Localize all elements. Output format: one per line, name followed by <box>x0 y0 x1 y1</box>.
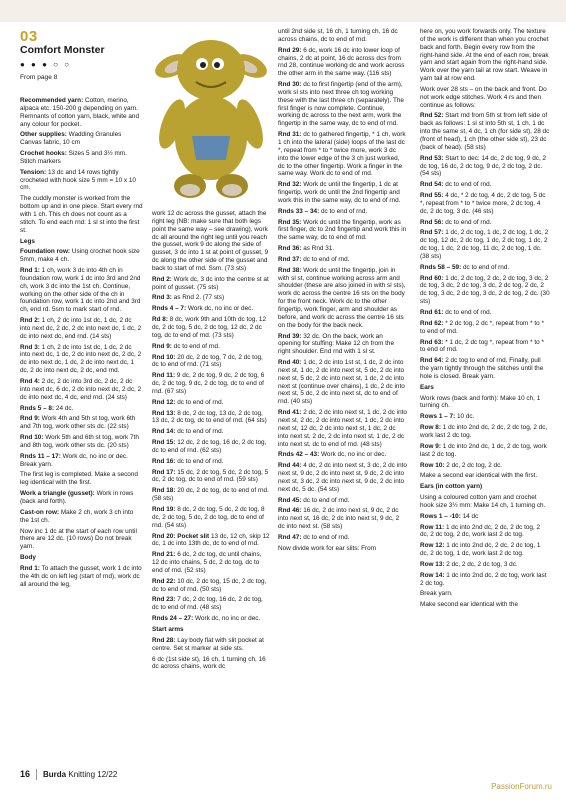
paragraph-text: 1 dc into 2nd dc, 2 dc, 2 dc tog, 2 dc, work last 2 dc tog. <box>420 424 548 439</box>
paragraph <box>278 333 407 357</box>
paragraph-heading: Rnd 9: <box>152 342 172 350</box>
paragraph-heading: Rnd 64: <box>420 357 444 365</box>
paragraph <box>420 28 550 83</box>
paragraph-text: 12 dc, 2 dc tog, 16 dc, 2 dc tog, dc to end of rnd. (62 sts) <box>152 439 267 454</box>
paragraph <box>420 472 550 480</box>
paragraph-heading: Rnds 5 – 8: <box>20 404 55 412</box>
paragraph <box>278 359 407 406</box>
paragraph <box>152 578 270 594</box>
paragraph-text: 6 dc, 2 dc tog, dc until chains, 12 dc into chains, 5 dc, 2 dc tog, dc to end of rnd. (52 sts) <box>152 551 262 574</box>
paragraph <box>20 97 143 128</box>
paragraph <box>152 637 270 653</box>
paragraph-heading: Rnd 53: <box>420 154 444 162</box>
paragraph-heading: Ears <box>420 383 434 391</box>
paragraph <box>152 276 270 292</box>
paragraph <box>152 316 270 340</box>
paragraph <box>420 572 550 588</box>
column-2 <box>152 210 270 674</box>
top-bar <box>0 0 566 22</box>
paragraph <box>152 533 270 549</box>
paragraph <box>420 112 550 151</box>
paragraph-heading: Rnd 22: <box>152 577 176 585</box>
paragraph-heading: Rnd 17: <box>152 468 176 476</box>
paragraph <box>420 86 550 110</box>
paragraph-heading: Rnds 4 – 7: <box>152 305 187 313</box>
paragraph <box>152 294 270 302</box>
page-number: 16 <box>20 769 31 779</box>
paragraph-heading: Row 14: <box>420 571 445 579</box>
paragraph-text: Work 4th and 5th st tog, work 6th and 7th tog, work other sts dc. (22 sts) <box>20 415 136 431</box>
paragraph-text: Cotton, merino, alpaca etc. 150-200 g depending on yarn. Remnants of cotton yarn, black, white and any colour for pocket. <box>20 97 140 128</box>
paragraph-text: * 1 dc, 2 dc tog *, repeat from * to * to end of rnd. <box>420 338 544 354</box>
paragraph <box>420 494 550 510</box>
paragraph-text: 15 dc, 2 dc tog, 5 dc, 2 dc tog, 5 dc, 2 dc tog, dc to end of rnd. (59 sts) <box>152 468 269 484</box>
paragraph <box>152 551 270 575</box>
paragraph-text: as Rnd 2. (77 sts) <box>173 294 225 302</box>
paragraph-heading: Rnd 10: <box>20 434 44 442</box>
paragraph-text: The first leg is completed. Make a second leg identical with the first. <box>20 471 138 487</box>
paragraph <box>420 424 550 440</box>
monster-photo <box>152 28 270 208</box>
paragraph-text: dc to end of rnd. <box>320 207 368 215</box>
paragraph-heading: Rnd 32: <box>278 181 302 189</box>
paragraph <box>278 507 407 531</box>
paragraph-heading: Rnd 3: <box>152 294 172 302</box>
paragraph-text: Work dc until the fingertip, join in with sl st, continue working across arm and shoulder (these are also joined in with sl sts), work dc across the centre 16 sts on the body for the front neck. Work dc to the other fingertip, work finger, arm and shoulder as before, and work dc across the centre 16 sts on the body for the back neck. <box>278 266 406 329</box>
paragraph-heading: Crochet hooks: <box>20 150 67 158</box>
paragraph <box>420 384 550 392</box>
paragraph-text: 6 dc (1st side st), 16 ch, 1 turning ch, 16 dc across chains, work dc <box>152 655 266 671</box>
paragraph-text: dc to end of rnd. <box>177 398 224 406</box>
paragraph <box>152 210 270 273</box>
watermark: PassionForum.ru <box>491 782 552 791</box>
paragraph-heading: Rnd 4: <box>20 378 40 385</box>
paragraph <box>420 462 550 470</box>
paragraph <box>278 81 407 128</box>
paragraph-heading: Rnd 20: Pocket slit <box>152 532 210 540</box>
paragraph-text: 1 dc into 2nd dc, 2 dc, 2 dc tog, 2 dc, 2 dc tog, 2 dc, work last 2 dc tog. <box>420 523 541 539</box>
paragraph <box>20 509 143 525</box>
paragraph <box>152 410 270 426</box>
paragraph-heading: Rnd 47: <box>278 533 302 541</box>
paragraph-heading: Rnds 11 – 17: <box>20 452 61 460</box>
paragraph <box>420 320 550 336</box>
paragraph-text: 1 dc, 2 dc tog, 2 dc, 2 dc tog, 3 dc, 2 dc tog, 3 dc, 2 dc tog, 3 dc, 2 dc tog, 2 dc, 2 dc tog, 3 dc, 2 dc tog, 3 dc, 2 dc tog, 2 dc. (30 sts) <box>420 274 550 306</box>
paragraph <box>420 590 550 598</box>
paragraph <box>278 256 407 264</box>
paragraph-heading: Rnd 21: <box>152 551 176 559</box>
paragraph <box>152 656 270 672</box>
magazine-name: Burda <box>43 770 67 779</box>
magazine-issue: Knitting 12/22 <box>66 770 118 779</box>
paragraph <box>20 405 143 413</box>
paragraph-text: Make second ear identical with the <box>420 601 519 609</box>
paragraph-text: until 2nd side st, 16 ch, 1 turning ch, 16 dc across chains, dc to end of rnd. <box>278 28 398 43</box>
paragraph-heading: Rd 8: <box>152 316 168 324</box>
paragraph-heading: Body <box>20 554 36 562</box>
paragraph-text: 10 dc, 2 dc tog, 15 dc, 2 dc tog, dc to end of rnd. (50 sts) <box>152 577 267 593</box>
paragraph-heading: Rnd 18: <box>152 487 176 495</box>
paragraph <box>20 554 143 562</box>
paragraph-text: 10 dc. <box>456 413 475 421</box>
paragraph-text: Work dc, 3 dc into the centre st at point of gusset. (75 sts) <box>152 275 269 291</box>
paragraph-heading: Row 12: <box>420 542 445 550</box>
paragraph-text: dc to end of rnd. <box>462 263 510 271</box>
paragraph <box>152 439 270 455</box>
paragraph-heading: Rnd 56: <box>420 218 444 226</box>
paragraph-heading: Rnd 9: <box>20 415 40 423</box>
paragraph <box>278 208 407 216</box>
paragraph-text: The cuddly monster is worked from the bottom up and in one piece. Start every rnd with 1 ch. This ch does not count as a stitch. To end each rnd: 1 sl st into the first st. <box>20 195 143 234</box>
paragraph <box>20 415 143 431</box>
paragraph <box>20 490 143 506</box>
paragraph-text: Break yarn. <box>420 590 453 598</box>
paragraph-heading: Rnd 14: <box>152 428 176 436</box>
paragraph-heading: Rnds 24 – 27: <box>152 615 194 623</box>
paragraph-heading: Row 8: <box>420 424 441 432</box>
paragraph-text: 8 dc, work 9th and 10th dc tog, 12 dc, 2 dc tog, 5 dc, 2 dc tog, 12 dc, 2 dc tog, dc to end of rnd. (73 sts) <box>152 316 267 339</box>
paragraph-text: Work over 28 sts – on the back and front. Do not work edge stitches. Work 4 rs and then continue as follows: <box>420 85 547 109</box>
paragraph-text: Start to dec: 14 dc, 2 dc tog, 9 dc, 2 dc tog, 16 dc, 2 dc tog, 9 dc, 2 dc tog, 2 dc. (54 sts) <box>420 154 547 178</box>
paragraph-text: 4 dc, * 2 dc tog, 4 dc, 2 dc tog, 5 dc *, repeat from * to * twice more, 2 dc tog, 4 dc, 2 dc tog, 3 dc. (46 sts) <box>420 192 546 215</box>
paragraph <box>420 155 550 179</box>
paragraph-heading: Row 11: <box>420 523 445 531</box>
paragraph-heading: Cast-on row: <box>20 508 60 516</box>
paragraph-heading: Rnd 61: <box>420 309 444 316</box>
paragraph-text: Make 2 ch, work 3 ch into the 1st ch. <box>20 508 134 524</box>
paragraph <box>420 219 550 227</box>
paragraph-text: here on, you work forwards only. The texture of the work is different than when you crochet back and forth. Begin every row from the right-hand side. At the end of each row, break yarn and start again from the right-hand side. Work over the yarn tail at row start. Weave in yarn tail at row end. <box>420 28 549 83</box>
paragraph-text: Sizes 5 and 3½ mm. Stitch markers <box>20 150 127 165</box>
paragraph-heading: Start arms <box>152 625 184 633</box>
paragraph <box>152 399 270 407</box>
paragraph <box>420 601 550 609</box>
column-3 <box>278 28 407 556</box>
paragraph-text: 9 dc, 2 dc tog, 9 dc, 2 dc tog, 6 dc, 2 dc tog, 9 dc, 2 dc tog, dc to end of rnd. (67 sts) <box>152 372 265 395</box>
paragraph-text: 8 dc, 2 dc tog, 13 dc, 2 dc tog, 13 dc, 2 dc tog, dc to end of rnd. (64 sts) <box>152 409 267 425</box>
paragraph <box>278 47 407 78</box>
paragraph <box>20 169 143 193</box>
paragraph-text: dc to end of rnd. <box>445 218 492 226</box>
paragraph <box>20 471 143 487</box>
paragraph-heading: Rnd 60: <box>420 274 444 282</box>
pattern-number: 03 <box>20 28 38 45</box>
paragraph-text: * 2 dc tog, 2 dc *, repeat from * to * to end of rnd. <box>420 319 544 335</box>
paragraph-heading: Row 10: <box>420 461 445 469</box>
paragraph-heading: Rnd 36: <box>278 245 302 253</box>
difficulty-dots: ● ● ● ○ ○ <box>20 60 72 69</box>
paragraph-heading: Rnd 28: <box>152 636 176 644</box>
paragraph-text: 13 dc and 14 rows tightly crocheted with hook size 5 mm = 10 x 10 cm. <box>20 168 136 192</box>
paragraph-heading: Rnd 1: <box>20 267 40 275</box>
paragraph-text: 6 dc, work 16 dc into lower loop of chains, 2 dc at point, 16 dc across dcs from rnd 28, continue working dc and work across the other arm in the same way. (116 sts) <box>278 46 405 78</box>
paragraph <box>278 28 407 44</box>
paragraph-heading: Rnd 13: <box>152 409 176 417</box>
paragraph <box>20 238 143 246</box>
paragraph <box>152 626 270 634</box>
paragraph-heading: Rnd 38: <box>278 266 302 274</box>
paragraph-text: Make a second ear identical with the first. <box>420 472 538 480</box>
paragraph <box>420 357 550 381</box>
paragraph <box>278 245 407 253</box>
paragraph-heading: Legs <box>20 237 35 245</box>
paragraph <box>20 344 143 375</box>
paragraph <box>152 428 270 436</box>
monster-illustration <box>152 28 270 208</box>
paragraph <box>420 413 550 421</box>
paragraph-text: Work dc, no inc or dec. Break yarn. <box>20 452 128 468</box>
paragraph-heading: Rows 1 – 7: <box>420 413 456 421</box>
paragraph <box>152 506 270 530</box>
paragraph-text: Lay body flat with slit pocket at centre. Set st marker at side sts. <box>152 636 264 652</box>
paragraph-heading: Rnd 52: <box>420 112 444 120</box>
paragraph-text: 2 dc, 2 dc, 2 dc tog, 3 dc. <box>446 560 518 568</box>
paragraph-heading: Rnd 44: <box>278 462 302 470</box>
paragraph-text: Start rnd from 5th st from left side of back as follows: 1 sl st into 5th st, 1 ch, 1 dc into the same st, 4 dc, 1 ch (for side st), 28 dc (front of head), 1 ch (the other side st), 23 dc (back of head). (58 sts) <box>420 112 550 151</box>
paragraph-text: Using a coloured cotton yarn and crochet hook size 3½ mm: Make 14 ch, 1 turning ch. <box>420 494 546 509</box>
paragraph <box>420 524 550 540</box>
paragraph <box>20 150 143 166</box>
paragraph-text: work 12 dc across the gusset, attach the right leg (NB: make sure that both legs point the same way – see drawing), work dc all around the right leg until you reach the gusset, work 9 dc along the side of gusset, 3 dc into 1 st at point of gusset, 9 dc along the other side of the gusset and back to start of rnd. Ssm. (73 sts) <box>152 210 269 272</box>
paragraph-heading: Row 9: <box>420 442 441 450</box>
paragraph-heading: Rnd 57: <box>420 229 444 237</box>
paragraph-heading: Rnd 23: <box>152 596 176 604</box>
paragraph-heading: Rnd 3: <box>20 343 40 351</box>
paragraph-heading: Tension: <box>20 168 47 176</box>
paragraph-text: 16 dc, 2 dc into next st, 9 dc, 2 dc into next st, 16 dc, 2 dc into next st, 9 dc, 2 dc into next st. (58 sts) <box>278 507 400 531</box>
paragraph-text: Work in rows (back and forth). <box>20 490 134 505</box>
paragraph-text: dc to end of rnd. <box>303 533 350 541</box>
paragraph-text: dc to first fingertip (end of the arm), work sl sts into next three ch tog working these with the last three ch (separately). The first finger is now complete. Continue, working dc across to the next arm, work the fingertip in the same way, dc to end of rnd. <box>278 81 404 128</box>
column-4 <box>420 28 550 612</box>
paragraph-text: Work dc, no inc or dec. <box>320 451 387 459</box>
paragraph-text: 1 dc into 2nd dc, 1 dc, 2 dc tog, work last 2 dc tog. <box>420 442 547 458</box>
paragraph-text: 8 dc, 2 dc tog, 5 dc, 2 dc tog, 8 dc, 2 dc tog, 5 dc, 2 dc tog, dc to end of rnd. (54 sts) <box>152 506 265 529</box>
paragraph <box>420 275 550 306</box>
paragraph-heading: Rnds 42 – 43: <box>278 451 320 459</box>
paragraph <box>20 434 143 450</box>
paragraph-text: 1 dc, 2 dc into 1st st, 1 dc, 2 dc into next st, 1 dc, 2 dc into next st, 5 dc, 2 dc into next st, 5 dc, 2 dc into next st, 1 dc, 2 dc into next st (continue over chains), 1 dc, 2 dc into next st, 5 dc, 2 dc into next st, dc to end of rnd. (40 sts) <box>278 359 405 406</box>
paragraph-text: 1 ch, work 3 dc into 4th ch in foundation row, work 1 dc into 3rd and 2nd ch, work 3 dc into the 1st ch. Continue, working on the other side of the ch in foundation row, work 1 dc into 2nd and 3rd ch, end rd. 5sm to mark start of rnd. <box>20 267 141 314</box>
paragraph <box>152 458 270 466</box>
paragraph <box>152 615 270 623</box>
paragraph-text: as Rnd 31. <box>303 245 335 253</box>
paragraph-heading: Rnds 33 – 34: <box>278 207 320 215</box>
paragraph-heading: Rnd 63: <box>420 338 444 346</box>
paragraph <box>420 443 550 459</box>
paragraph-heading: Rnd 29: <box>278 46 302 54</box>
from-page-note: From page 8 <box>20 74 58 81</box>
pattern-title: Comfort Monster <box>20 44 105 56</box>
paragraph-text: Work rows (back and forth): Make 10 ch, 1 turning ch. <box>420 394 541 410</box>
paragraph-heading: Ears (in cotton yarn) <box>420 483 483 491</box>
paragraph <box>420 309 550 317</box>
paragraph <box>278 534 407 542</box>
paragraph-text: dc to end of rnd. <box>303 255 350 263</box>
paragraph-text: To attach the gusset, work 1 dc into the 4th dc on left leg (start of rnd), work dc all around the leg, <box>20 564 142 588</box>
paragraph-heading: Foundation row: <box>20 248 71 256</box>
paragraph-text: 2 dc, 2 dc tog, 2 dc. <box>446 461 503 469</box>
paragraph <box>278 409 407 448</box>
paragraph <box>152 372 270 396</box>
paragraph <box>420 395 550 411</box>
paragraph-heading: Rnd 46: <box>278 507 302 515</box>
paragraph-text: dc to gathered fingertip, * 1 ch, work 1 ch into the lateral (side) loops of the last dc *, repeat from * to * twice more, work 3 dc into the lower edge of the 3 ch just worked, dc to the other fingertip. Work a finger in the same way. Work dc to end of rnd. <box>278 131 406 178</box>
paragraph <box>420 181 550 189</box>
column-1 <box>20 97 143 591</box>
paragraph-text: Work dc until the fingertip, 1 dc at fingertip, work dc until the 2nd fingertip and work this in the same way, dc to end of rnd. <box>278 181 401 204</box>
paragraph-text: 2 dc tog to end of rnd. Finally, pull the yarn tightly through the stitches until the hole is closed. Break yarn. <box>420 357 544 380</box>
paragraph-heading: Rnd 37: <box>278 255 302 263</box>
paragraph <box>278 462 407 493</box>
paragraph <box>20 248 143 264</box>
paragraph-text: Using crochet hook size 5mm, make 4 ch. <box>20 248 140 264</box>
paragraph-text: 4 dc, 2 dc into next st, 3 dc, 2 dc into next st, 9 dc, 2 dc into next st, 9 dc, 2 dc into next st, 3 dc, 2 dc into next st, 9 dc, 2 dc into next dc, 5 dc. (54 sts) <box>278 462 407 493</box>
paragraph-heading: Rnd 10: <box>152 353 176 361</box>
paragraph <box>420 483 550 491</box>
paragraph-text: Wadding Granules Canvas fabric, 10 cm <box>20 131 122 147</box>
paragraph-heading: Rnd 2: <box>20 317 40 325</box>
paragraph-heading: Rnd 12: <box>152 398 176 406</box>
paragraph <box>278 451 407 459</box>
paragraph-text: Now divide work for ear slits: From <box>278 544 377 552</box>
paragraph-heading: Rnd 16: <box>152 457 176 465</box>
paragraph-text: 1 dc into 2nd dc, 2 dc, 2 dc tog, 1 dc, 2 dc tog, 1 dc, work last 2 dc tog. <box>420 542 541 558</box>
paragraph <box>152 354 270 370</box>
paragraph-heading: Work a triangle (gusset): <box>20 490 95 498</box>
paragraph <box>420 264 550 272</box>
paragraph-text: 1 ch, 2 dc into 1st dc, 1 dc, 2 dc into next dc, 1 dc, 2 dc into next dc, 2 dc, 2 dc into next dc, 1 dc, 2 dc into next dc, 1 dc, 2 dc into next dc, 2 dc, end rnd. <box>20 343 142 375</box>
paragraph <box>20 378 143 402</box>
paragraph-heading: Rnd 31: <box>278 131 302 139</box>
paragraph <box>278 131 407 178</box>
paragraph <box>278 497 407 505</box>
paragraph <box>420 339 550 355</box>
paragraph <box>152 487 270 503</box>
paragraph-heading: Rows 1 – -10: <box>420 512 461 520</box>
paragraph-heading: Rnd 30: <box>278 81 302 89</box>
paragraph <box>420 229 550 260</box>
paragraph-text: 20 dc, 2 dc tog, 7 dc, 2 dc tog, dc to end of rnd. (71 sts) <box>152 353 263 369</box>
paragraph <box>152 343 270 351</box>
paragraph-heading: Rnd 15: <box>152 439 176 447</box>
paragraph <box>420 192 550 216</box>
paragraph-text: 2 dc, 2 dc into next st, 1 dc, 2 dc into next st, 2 dc, 2 dc into next st, 1 dc, 2 dc into next st, 12 dc, 2 dc into next st, 1 dc, 2 dc into next st, 2 dc, 2 dc into next st, 1 dc, 2 dc into next st, dc to end of rnd. (48 sts) <box>278 409 407 448</box>
paragraph-text: 24 dc. <box>55 404 74 412</box>
paragraph-heading: Rnd 11: <box>152 372 176 380</box>
paragraph-heading: Rnd 40: <box>278 359 302 367</box>
paragraph <box>278 545 407 553</box>
paragraph-heading: Rnd 62: <box>420 319 444 327</box>
paragraph <box>278 267 407 330</box>
paragraph-text: 1 dc, 2 dc tog, 1 dc, 2 dc tog, 1 dc, 2 dc tog, 12 dc, 2 dc tog, 1 dc, 2 dc tog, 1 dc, 2 dc tog, 1 dc, 2 dc tog, 11 dc, 2 dc tog, 1 dc. (38 sts) <box>420 229 549 260</box>
paragraph <box>20 317 143 341</box>
paragraph <box>420 542 550 558</box>
paragraph-text: 2 dc, 2 dc into 3rd dc, 2 dc, 2 dc into next dc, 6 dc, 2 dc into next dc, 2 dc, 2 dc into next dc, 4 dc, end rnd. (24 sts) <box>20 378 142 401</box>
paragraph-heading: Rnd 1: <box>20 564 40 572</box>
paragraph-heading: Rnd 45: <box>278 496 302 504</box>
paragraph-text: dc to end of rnd. <box>303 496 350 504</box>
paragraph-text: 13 dc, 12 ch, skip 12 dc, 1 dc into 13th dc, dc to end of rnd. <box>152 532 270 548</box>
paragraph <box>152 596 270 612</box>
paragraph-text: Work dc, no inc or dec. <box>194 615 261 623</box>
paragraph-text: Work dc, no inc or dec. <box>187 305 254 313</box>
paragraph-text: dc to end of rnd. <box>177 457 224 465</box>
paragraph <box>152 469 270 485</box>
paragraph-text: 1 dc into 2nd dc, 2 dc tog, work last 2 dc tog. <box>420 571 547 587</box>
paragraph <box>420 513 550 521</box>
paragraph-heading: Rnd 41: <box>278 409 302 417</box>
paragraph-heading: Rnd 39: <box>278 332 302 340</box>
paragraph-heading: Rnd 2: <box>152 275 172 283</box>
paragraph-heading: Rnd 35: <box>278 218 302 226</box>
paragraph-text: dc to end of rnd. <box>173 342 220 350</box>
paragraph <box>20 131 143 147</box>
paragraph-heading: Recommended yarn: <box>20 97 84 104</box>
paragraph <box>20 565 143 589</box>
paragraph <box>20 267 143 314</box>
footer-divider <box>36 769 37 780</box>
page-footer <box>20 769 117 780</box>
paragraph-text: dc to end of rnd. <box>177 428 224 436</box>
paragraph-heading: Row 13: <box>420 560 445 568</box>
paragraph-text: 14 dc <box>462 512 479 520</box>
paragraph <box>278 219 407 243</box>
paragraph-text: 32 dc. On the back, work an opening for stuffing: Make 12 ch from the right shoulder. End rnd with 1 sl st. <box>278 332 395 356</box>
paragraph-text: Work 5th and 6th st tog, work 7th and 8th tog, work other sts dc. (20 sts) <box>20 434 139 449</box>
paragraph-text: dc to end of rnd. <box>445 181 492 189</box>
paragraph-text: 1 ch, 2 dc into 1st dc, 1 dc, 2 dc into next dc, 2 dc, 2 dc into next dc, 1 dc, 2 dc into next dc, end rnd. (14 sts) <box>20 317 142 340</box>
paragraph <box>278 181 407 205</box>
paragraph-text: dc to end of rnd. <box>445 309 492 316</box>
paragraph-text: Now inc 1 dc at the start of each row until there are 12 dc. (10 rows) Do not break yarn. <box>20 527 137 551</box>
paragraph <box>20 195 143 234</box>
paragraph-heading: Rnds 58 – 59: <box>420 263 462 271</box>
paragraph-heading: Rnd 19: <box>152 506 176 513</box>
paragraph-heading: Rnd 55: <box>420 192 444 200</box>
paragraph <box>152 305 270 313</box>
paragraph-heading: Other supplies: <box>20 131 67 139</box>
paragraph-heading: Rnd 54: <box>420 181 444 189</box>
paragraph <box>20 453 143 469</box>
paragraph-text: Work dc until the fingertip, work as first finger, dc to 2nd fingertip and work this in the same way, dc to end of rnd. <box>278 218 407 242</box>
paragraph <box>20 528 143 552</box>
paragraph <box>420 561 550 569</box>
paragraph-text: 7 dc, 2 dc tog, 16 dc, 2 dc tog, dc to end of rnd. (48 sts) <box>152 596 263 612</box>
paragraph-text: 20 dc, 2 dc tog, dc to end of rnd. (58 sts) <box>152 487 269 503</box>
